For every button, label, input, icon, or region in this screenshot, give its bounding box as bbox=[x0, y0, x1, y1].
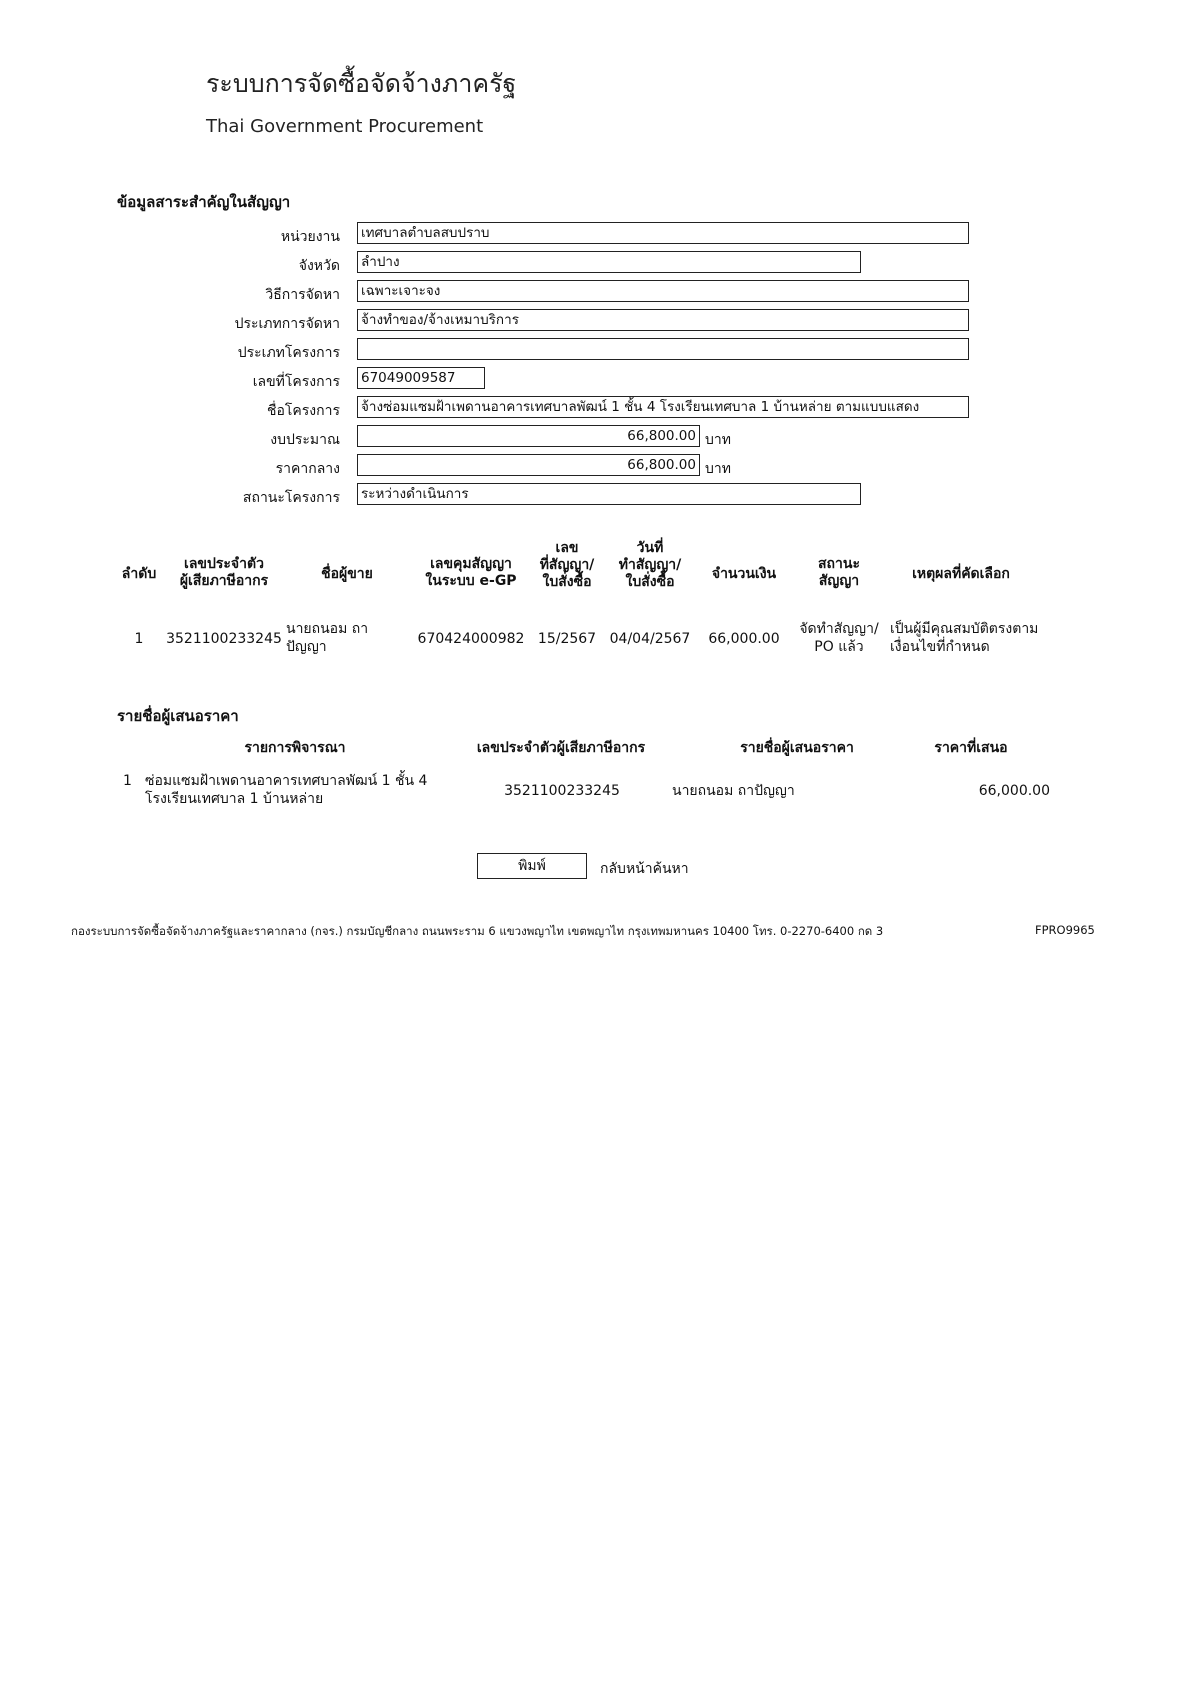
col-header-reason: เหตุผลที่คัดเลือก bbox=[912, 566, 1010, 582]
field-project-type bbox=[357, 338, 969, 360]
bidders-col-header-name: รายชื่อผู้เสนอราคา bbox=[740, 740, 854, 756]
bidders-heading: รายชื่อผู้เสนอราคา bbox=[117, 707, 239, 725]
contract-row-no: 1 bbox=[134, 631, 144, 647]
bidders-col-header-price: ราคาที่เสนอ bbox=[934, 740, 1008, 756]
footer-address: กองระบบการจัดซื้อจัดจ้างภาครัฐและราคากลาง (กจร.) กรมบัญชีกลาง ถนนพระราม 6 แขวงพญาไท เขตพญาไท กรุงเทพมหานคร 10400 โทร. 0-2270-6400 กด 3 bbox=[71, 924, 884, 938]
col-header-no: ลำดับ bbox=[121, 566, 157, 582]
median-price-unit: บาท bbox=[705, 461, 731, 477]
contract-row-amount: 66,000.00 bbox=[708, 631, 780, 647]
contract-row-contract-date: 04/04/2567 bbox=[609, 631, 691, 647]
contract-row-contract-no: 15/2567 bbox=[537, 631, 597, 647]
bidders-col-header-tax-id: เลขประจำตัวผู้เสียภาษีอากร bbox=[476, 740, 646, 756]
field-label-method: วิธีการจัดหา bbox=[265, 287, 340, 303]
field-label-project-type: ประเภทโครงการ bbox=[237, 345, 340, 361]
field-label-project-name: ชื่อโครงการ bbox=[266, 403, 340, 419]
field-label-agency: หน่วยงาน bbox=[280, 229, 340, 245]
field-agency: เทศบาลตำบลสบปราบ bbox=[357, 222, 969, 244]
col-header-amount: จำนวนเงิน bbox=[711, 566, 777, 582]
field-province: ลำปาง bbox=[357, 251, 861, 273]
field-label-procurement-type: ประเภทการจัดหา bbox=[234, 316, 340, 332]
print-button[interactable]: พิมพ์ bbox=[477, 853, 587, 879]
col-header-contract-date: วันที่ ทำสัญญา/ ใบสั่งซื้อ bbox=[618, 540, 682, 590]
bidder-row-tax-id: 3521100233245 bbox=[504, 783, 620, 799]
bidders-col-header-item: รายการพิจารณา bbox=[244, 740, 346, 756]
field-procurement-type: จ้างทำของ/จ้างเหมาบริการ bbox=[357, 309, 969, 331]
page-subtitle: Thai Government Procurement bbox=[206, 116, 484, 137]
contract-row-vendor: นายถนอม ถา ปัญญา bbox=[286, 621, 369, 655]
contract-info-heading: ข้อมูลสาระสำคัญในสัญญา bbox=[117, 193, 291, 211]
col-header-status: สถานะ สัญญา bbox=[818, 556, 860, 589]
col-header-tax-id: เลขประจำตัว ผู้เสียภาษีอากร bbox=[179, 556, 269, 589]
footer-code: FPRO9965 bbox=[1035, 923, 1095, 937]
bidder-row-name: นายถนอม ถาปัญญา bbox=[672, 783, 795, 799]
contract-row-status: จัดทำสัญญา/ PO แล้ว bbox=[799, 621, 879, 655]
contract-row-reason: เป็นผู้มีคุณสมบัติตรงตาม เงื่อนไขที่กำหนด bbox=[890, 621, 1039, 655]
col-header-vendor: ชื่อผู้ขาย bbox=[321, 566, 373, 582]
field-project-name: จ้างซ่อมแซมฝ้าเพดานอาคารเทศบาลพัฒน์ 1 ชั้น 4 โรงเรียนเทศบาล 1 บ้านหล่าย ตามแบบแสดง bbox=[357, 396, 969, 418]
contract-row-egp: 670424000982 bbox=[417, 631, 525, 647]
field-project-number: 67049009587 bbox=[357, 367, 485, 389]
field-project-status: ระหว่างดำเนินการ bbox=[357, 483, 861, 505]
back-to-search-link[interactable]: กลับหน้าค้นหา bbox=[600, 861, 689, 877]
col-header-egp: เลขคุมสัญญา ในระบบ e-GP bbox=[425, 556, 517, 589]
field-method: เฉพาะเจาะจง bbox=[357, 280, 969, 302]
field-budget: 66,800.00 bbox=[357, 425, 700, 447]
bidder-row-price: 66,000.00 bbox=[978, 783, 1050, 799]
page-title: ระบบการจัดซื้อจัดจ้างภาครัฐ bbox=[206, 69, 517, 98]
budget-unit: บาท bbox=[705, 432, 731, 448]
field-label-budget: งบประมาณ bbox=[270, 432, 340, 448]
bidder-row-item: ซ่อมแซมฝ้าเพดานอาคารเทศบาลพัฒน์ 1 ชั้น 4 โรงเรียนเทศบาล 1 บ้านหล่าย bbox=[145, 773, 428, 807]
field-label-province: จังหวัด bbox=[298, 258, 340, 274]
field-label-project-status: สถานะโครงการ bbox=[242, 490, 340, 506]
bidder-row-no: 1 bbox=[123, 773, 132, 789]
col-header-contract-no: เลข ที่สัญญา/ ใบสั่งซื้อ bbox=[539, 540, 595, 590]
field-median-price: 66,800.00 bbox=[357, 454, 700, 476]
field-label-project-number: เลขที่โครงการ bbox=[252, 374, 340, 390]
contract-row-tax-id: 3521100233245 bbox=[166, 631, 282, 647]
field-label-median-price: ราคากลาง bbox=[275, 461, 340, 477]
